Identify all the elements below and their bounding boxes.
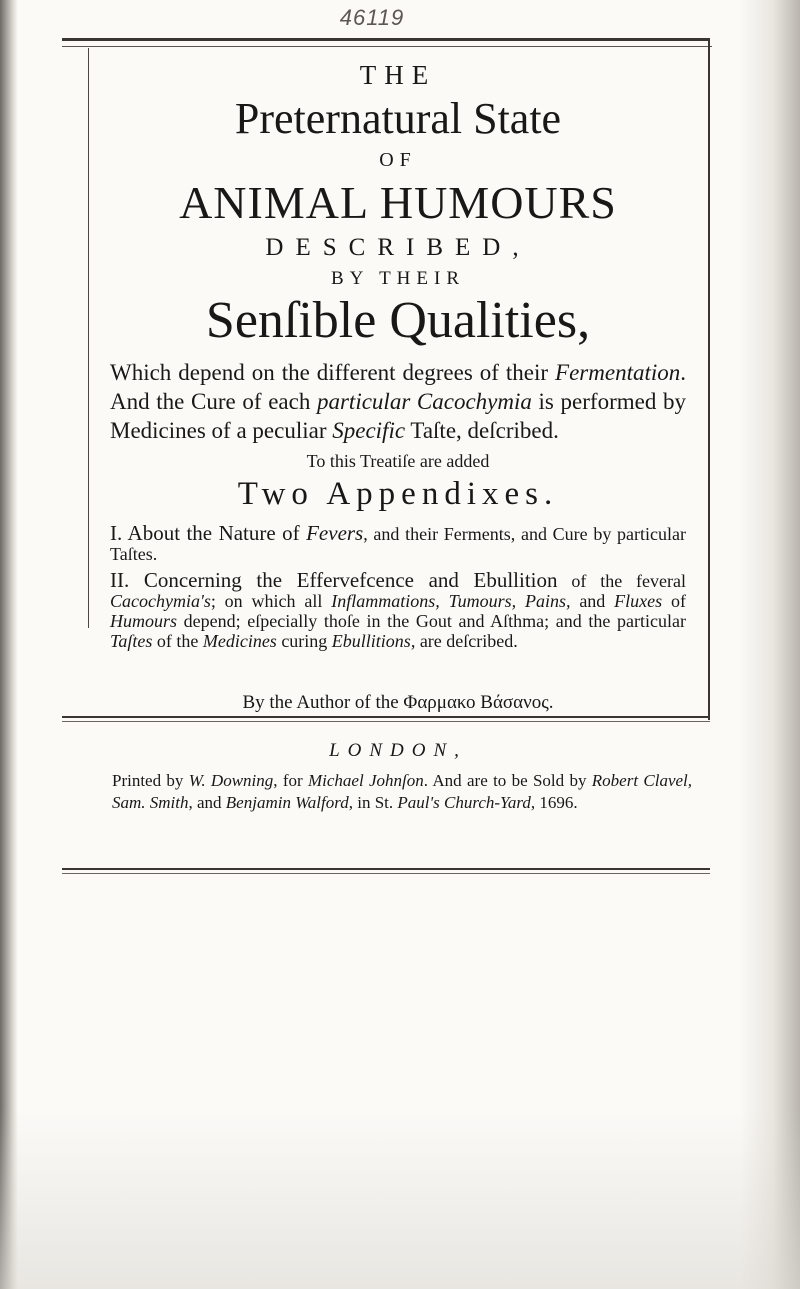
title-sensible-qualities: Senſible Qualities, bbox=[205, 292, 591, 349]
appendix-2-lead: II. Concerning the Effervefcence and Ebullition bbox=[110, 568, 558, 592]
appendix-item bbox=[110, 523, 686, 564]
appendix-2-ebullitions: Ebullitions bbox=[331, 631, 411, 651]
imprint-date: , 1696. bbox=[530, 793, 578, 812]
title-the: THE bbox=[359, 60, 437, 90]
appendix-2-text: of bbox=[662, 591, 687, 611]
desc-cacochymia: particular Cacochymia bbox=[316, 389, 532, 414]
bottom-edge bbox=[0, 1109, 800, 1289]
appendix-2-inflammations: Inflammations, Tumours, Pains, bbox=[331, 591, 571, 611]
title-animal-humours: ANIMAL HUMOURS bbox=[179, 177, 617, 228]
appendix-2-cacochymias: Cacochymia's bbox=[110, 591, 211, 611]
appendix-2-text: ; on which all bbox=[210, 591, 332, 611]
appendix-1-lead: I. About the Nature of bbox=[110, 521, 307, 545]
page-edge-shadow bbox=[740, 0, 800, 1289]
desc-specific: Specific bbox=[332, 418, 406, 443]
imprint-city: LONDON, bbox=[329, 740, 467, 761]
appendix-2-text: curing bbox=[276, 631, 332, 651]
description-paragraph bbox=[110, 358, 686, 445]
desc-fermentation: Fermentation bbox=[555, 360, 681, 385]
frame-top-rule-inner bbox=[62, 46, 712, 47]
imprint-location: Paul's Church-Yard bbox=[397, 793, 531, 812]
appendix-1-fevers: Fevers bbox=[306, 521, 364, 545]
frame-bottom-rule bbox=[62, 716, 710, 718]
imprint-text: , and bbox=[188, 793, 226, 812]
title-block bbox=[88, 52, 708, 657]
appendix-2-text: , are deſcribed. bbox=[410, 631, 518, 651]
appendix-2-text: and bbox=[570, 591, 615, 611]
desc-part1: Which depend on the different degrees of their bbox=[110, 360, 556, 385]
bottom-rule-inner bbox=[62, 873, 710, 874]
appendix-2-humours: Humours bbox=[110, 611, 178, 631]
imprint-text: . And are to be Sold by bbox=[423, 771, 592, 790]
desc-part4: Taſte, deſcribed. bbox=[405, 418, 559, 443]
appendixes-heading: Two Appendixes. bbox=[237, 476, 559, 512]
frame-bottom-rule-inner bbox=[62, 721, 710, 722]
appendix-2-tastes: Taſtes bbox=[110, 631, 153, 651]
imprint-text: Printed by bbox=[112, 771, 189, 790]
frame-right-rule bbox=[708, 40, 710, 720]
appendix-2-fluxes: Fluxes bbox=[614, 591, 663, 611]
shelfmark: 46119 bbox=[339, 5, 405, 30]
imprint-text: , for bbox=[273, 771, 308, 790]
imprint-publisher: Michael Johnſon bbox=[307, 771, 424, 790]
title-described: DESCRIBED, bbox=[265, 234, 531, 261]
author-line: By the Author of the Φαρμακο Βάσανος. bbox=[242, 692, 554, 713]
desc-part2: . And the Cure of each bbox=[110, 360, 686, 414]
appendix-list bbox=[110, 523, 686, 651]
imprint-text: , in St. bbox=[348, 793, 398, 812]
binding-shadow bbox=[0, 0, 18, 1289]
title-by-their: BY THEIR bbox=[330, 268, 466, 289]
imprint bbox=[112, 770, 692, 814]
desc-part3: is performed by Medicines of a peculiar bbox=[110, 389, 686, 443]
imprint-printer: W. Downing bbox=[188, 771, 274, 790]
appendix-2-text: of the feveral bbox=[557, 571, 686, 591]
imprint-seller-walford: Benjamin Walford bbox=[225, 793, 349, 812]
appendix-2-text: of the bbox=[152, 631, 203, 651]
bottom-rule bbox=[62, 868, 710, 870]
title-of: OF bbox=[379, 149, 417, 171]
appendix-2-text: depend; eſpecially thoſe in the Gout and Aſthma; and the particular bbox=[177, 611, 686, 631]
imprint-sellers: Robert Clavel, Sam. Smith bbox=[112, 771, 693, 812]
appendix-2-medicines: Medicines bbox=[202, 631, 277, 651]
title-preternatural-state: Preternatural State bbox=[234, 94, 562, 143]
appendix-item bbox=[110, 570, 686, 651]
appendix-1-rest: , and their Ferments, and Cure by particular Taſtes. bbox=[110, 524, 686, 564]
treatise-note: To this Treatiſe are added bbox=[306, 451, 490, 471]
